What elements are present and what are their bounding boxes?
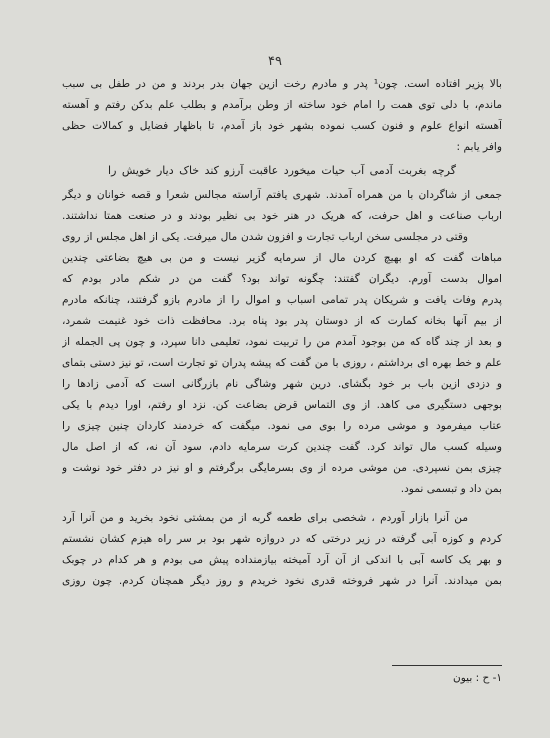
text-line: بالا پزیر افتاده است. چون¹ پدر و مادرم رخت ازین جهان بدر بردند و من در طفل بی سبب: [62, 78, 502, 90]
text-line: من آنرا بازار آوردم ، شخصی برای طعمه گربه از من بمشتی نخود بخرید و من آنرا آرد: [62, 512, 468, 524]
text-line: ماندم، با دلی توی همت را امام خود ساخته از وطن برآمدم و بطلب علم بدکن رفتم و آهسته: [62, 99, 502, 111]
text-line: و بعد از چند گاه که من بوجود آمدم من را تربیت نمود، تعلیمی دانا سپرد، و چون پی الجمله از: [62, 336, 502, 348]
text-line: علم و خط بهره ای برداشتم ، روزی با من گفت که پیشه پدران تو تجارت است، تو نیز دستی بتمای: [62, 357, 502, 369]
text-line: اموال بدست آورم. دیگران گفتند: چگونه تواند بود؟ گفت من در شکم مادر بودم که: [62, 273, 502, 285]
text-line: مباهات گفت که او بهیچ کردن مال از سرمایه گزیر نیست و من بی هیچ بضاعتی چندین: [62, 252, 502, 264]
text-line: بوجهی دستگیری می کاهد. از وی التماس قرض بضاعت کن. نزد او رفتم، اورا دیدم با یکی: [62, 399, 502, 411]
text-line: چیزی بمن نسپردی. من موشی مرده از وی بسرمایگی برگرفتم و او نیز در دفتر خود نوشت و: [62, 462, 502, 474]
text-line: ارباب صناعت و اهل حرفت، که هریک در هنر خود بی نظیر بودند و در صنعت همتا نداشتند.: [62, 210, 502, 222]
text-line: وسیله کسب مال تواند کرد. گفت چندین کرت سرمایه دادم، سود آن نه، که از اصل مال: [62, 441, 502, 453]
footnote-divider: [392, 665, 502, 666]
text-line: و بهر یک کاسه آبی با اندکی از آن آرد آمیخته بیازمنداده پیش می بودم و هر کدام در چوبک: [62, 554, 502, 566]
text-line: بمن داد و تبسمی نمود.: [400, 483, 502, 495]
text-line: بمن میدادند. آنرا در شهر فروخته قدری نخود خریدم و روز دیگر همچنان کردم. چون روزی: [62, 575, 502, 587]
text-line: پدرم وفات یافت و شریکان پدر تمامی اسباب و اموال را از مادرم بازو گرفتند، چنانکه مادرم: [62, 294, 502, 306]
body-text: [62, 74, 502, 592]
text-line: وافر یابم :: [456, 141, 502, 153]
text-line: جمعی از شاگردان با من همراه آمدند. شهری یافتم آراسته مجالس شعرا و قصه خوانان و دیگر: [62, 189, 502, 201]
page-number: ۴۹: [268, 54, 282, 69]
text-line: عتاب میفرمود و موشی مرده را بوی می نمود. میگفت که خردمند کاردان چنین چیزی را: [62, 420, 502, 432]
footnote: ۱- ح : بیون: [453, 672, 502, 684]
text-line: و دزدی ازین باب بر خود بگشای. درین شهر وشاگی نام بازرگانی است که آدمی زادها را: [62, 378, 502, 390]
text-line: کردم و کوزه آبی گرفته در زیر درختی که در دروازه شهر بود بر سر راه هیزم کشان نشستم: [62, 533, 502, 545]
text-line: وقتی در مجلسی سخن ارباب تجارت و افزون شدن مال میرفت. یکی از اهل مجلس از روی: [62, 231, 468, 243]
text-line: آهسته انواع علوم و فنون کسب نموده بشهر خود باز آمدم، تا باظهار فضایل و کمالات حظی: [62, 120, 502, 132]
text-line: از بیم آنها بخانه کمارت که از دوستان پدر بود پناه برد. محافظت ذات خود غنیمت شمرد،: [62, 315, 502, 327]
verse-line: گرچه بغربت آدمی آب حیات میخورد عاقبت آرزو کند خاک دیار خویش را: [108, 164, 456, 177]
paragraph-gap: [62, 500, 502, 508]
